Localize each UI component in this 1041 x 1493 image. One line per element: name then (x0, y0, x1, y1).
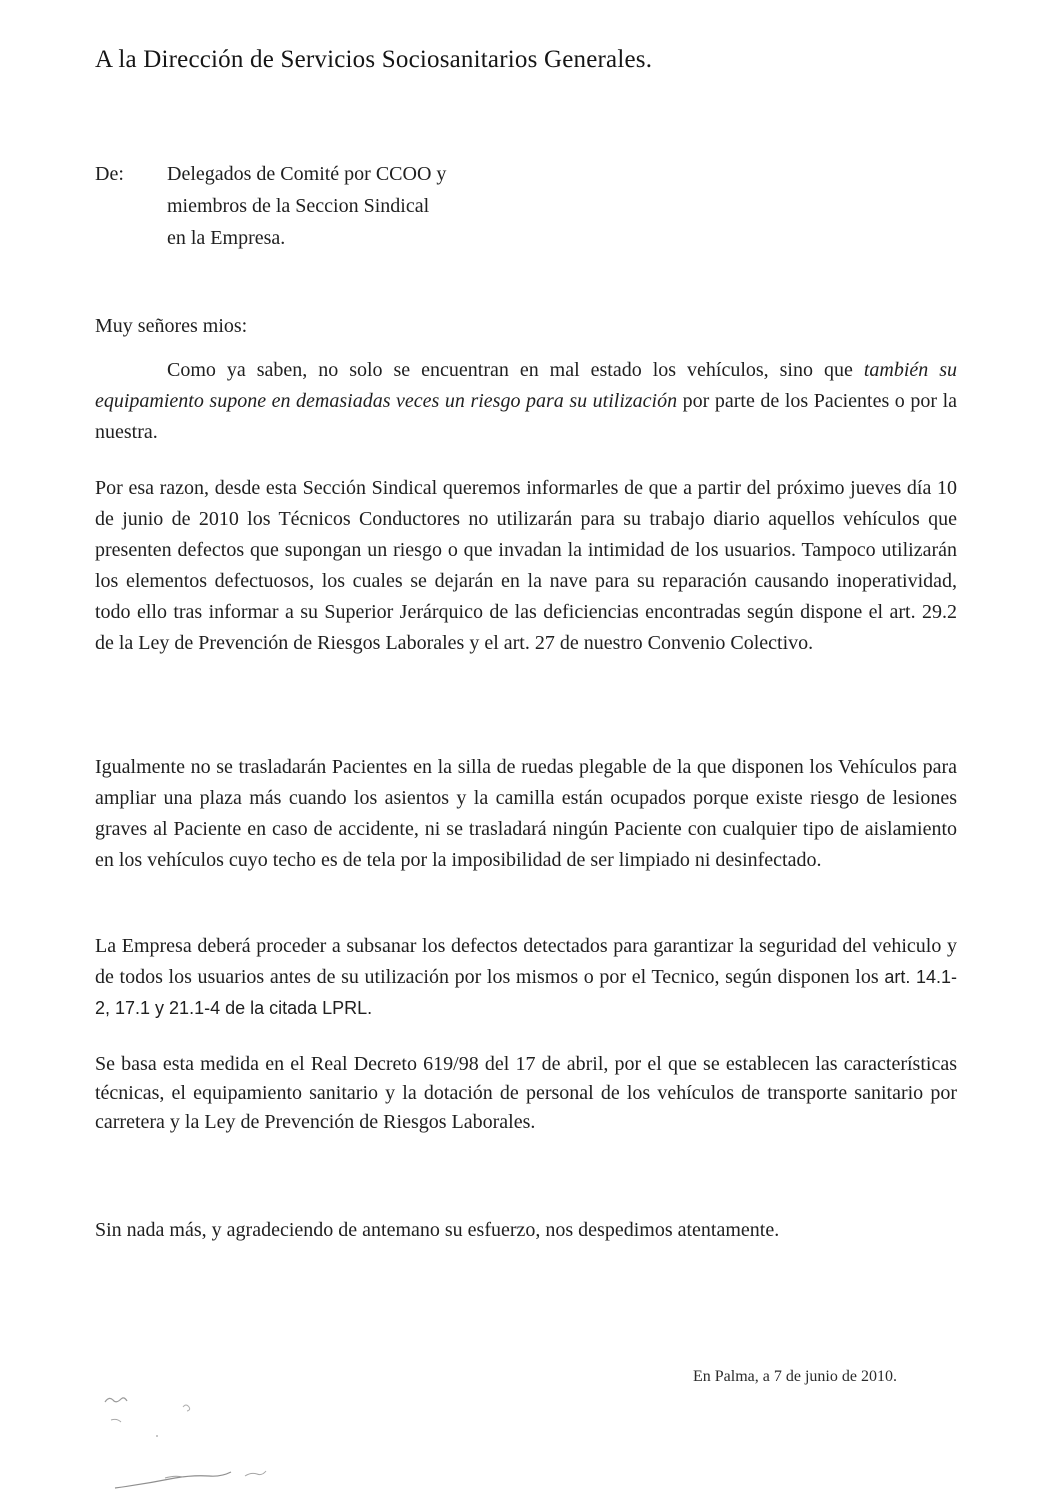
closing-line: Sin nada más, y agradeciendo de antemano su esfuerzo, nos despedimos atentamente. (95, 1219, 780, 1241)
from-label: De: (95, 163, 124, 185)
paragraph-vehicle-condition (95, 355, 957, 448)
from-line: Delegados de Comité por CCOO y (167, 163, 447, 185)
from-line: en la Empresa. (167, 227, 286, 249)
paragraph-legal-basis: Se basa esta medida en el Real Decreto 619/98 del 17 de abril, por el que se establecen las características técnicas, el equipamiento sanitario y la dotación de personal de los vehículos de transporte sanitario por carretera y la Ley de Prevención de Riesgos Laborales. (95, 1053, 957, 1133)
paragraph-measures: Por esa razon, desde esta Sección Sindical queremos informarles de que a partir del próximo jueves día 10 de junio de 2010 los Técnicos Conductores no utilizarán para su trabajo diario aquellos vehículos que presenten defectos que supongan un riesgo o que invadan la intimidad de los usuarios. Tampoco utilizarán los elementos defectuosos, los cuales se dejarán en la nave para su reparación causando inoperatividad, todo ello tras informar a su Superior Jerárquico de las deficiencias encontradas según dispone el art. 29.2 de la Ley de Prevención de Riesgos Laborales y el art. 27 de nuestro Convenio Colectivo. (95, 477, 957, 654)
paragraph-company-obligation (95, 931, 957, 1024)
paragraph-legal-reference: art. 14.1-2, 17.1 y 21.1-4 de la citada LPRL. (95, 967, 957, 1018)
paragraph-text: por parte de los Pacientes o por la nuestra. (95, 390, 958, 443)
from-line: miembros de la Seccion Sindical (167, 195, 430, 217)
paragraph-text: La Empresa deberá proceder a subsanar los defectos detectados para garantizar la seguridad del vehiculo y de todos los usuarios antes de su utilización por los mismos o por el Tecnico, según disponen los (95, 935, 957, 988)
paragraph-wheelchair: Igualmente no se trasladarán Pacientes en la silla de ruedas plegable de la que disponen los Vehículos para ampliar una plaza más cuando los asientos y la camilla están ocupados porque existe riesgo de lesiones graves al Paciente en caso de accidente, ni se trasladará ningún Paciente con cualquier tipo de aislamiento en los vehículos cuyo techo es de tela por la imposibilidad de ser limpiado ni desinfectado. (95, 756, 957, 871)
place-date: En Palma, a 7 de junio de 2010. (693, 1368, 897, 1385)
from-block (167, 158, 446, 254)
paragraph-italic-text: también su equipamiento supone en demasiadas veces un riesgo para su utilización (95, 359, 958, 412)
signature-scribble (95, 1380, 295, 1493)
paragraph-text: Como ya saben, no solo se encuentran en mal estado los vehículos, sino que (167, 359, 864, 381)
letter-title: A la Dirección de Servicios Sociosanitarios Generales. (95, 46, 653, 73)
signature-mark (95, 1380, 295, 1493)
salutation: Muy señores mios: (95, 315, 248, 337)
